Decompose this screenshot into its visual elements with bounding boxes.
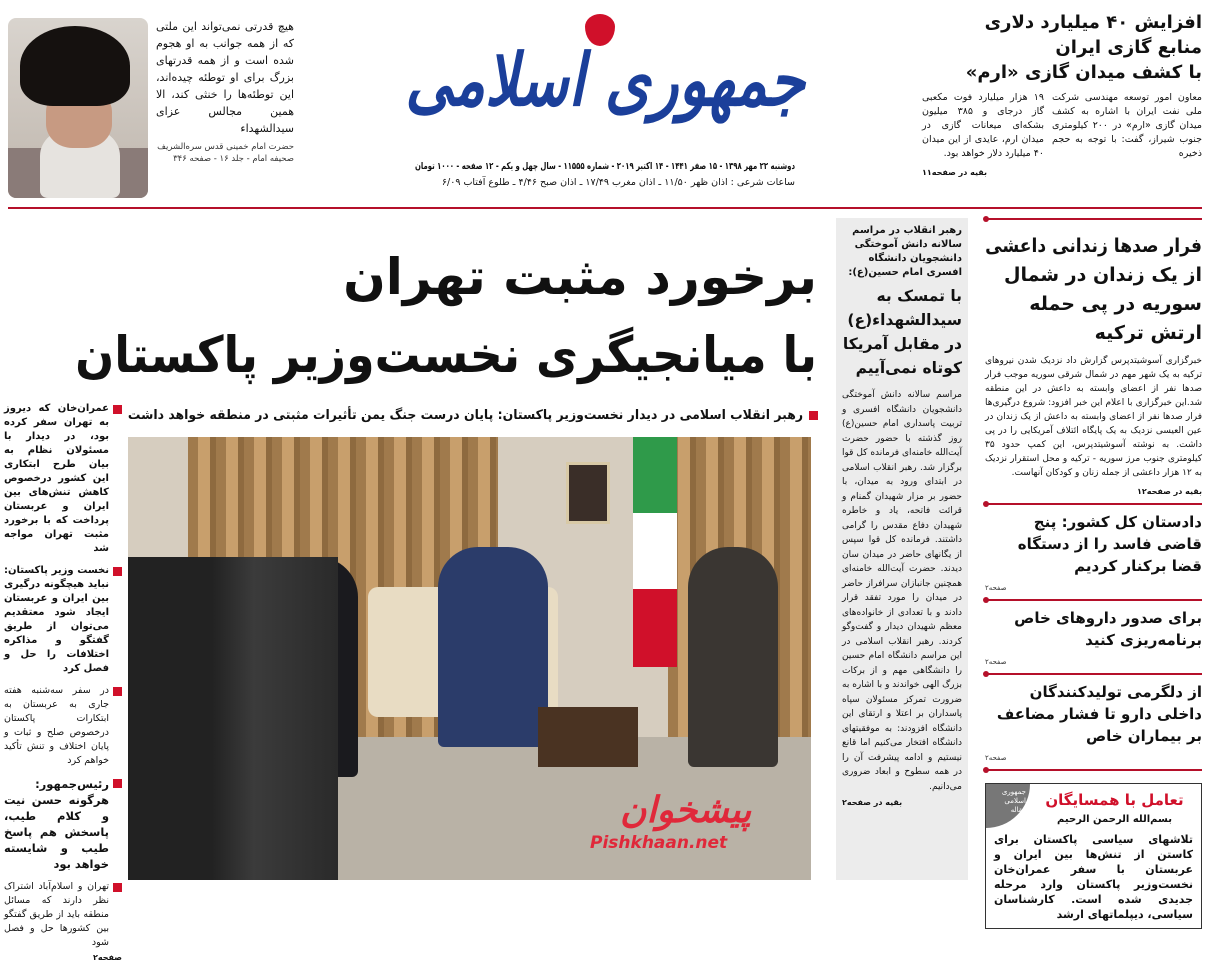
- lead-headline[interactable]: [75, 238, 817, 394]
- khomeini-portrait: [8, 18, 148, 198]
- watermark-en: Pishkhaan.net: [590, 833, 728, 853]
- headline-line: برخورد مثبت تهران: [343, 248, 817, 306]
- left-item: [4, 402, 122, 556]
- right-column: [985, 214, 1202, 929]
- top-story-continued[interactable]: بقیه در صفحه۱۱: [922, 168, 988, 177]
- right-story-body: خبرگزاری آسوشیتدپرس گزارش داد نزدیک شدن نیروهای ترکیه به یک شهر مهم در شمال شرقی سوریه موجب فرار صدها نفر از اعضای وابسته به داعش در این منطقه شد.این خبرگزاری با اعلام این خبر افزود: شروع درگیری‌ها فرار صدها نفر از اعضای وابسته به داعش از یک زندان در عین العیسی نزدیک به یک پایگاه ائتلاف آمریکایی را در پی داشت. به نوشته آسوشیتدپرس، این کمپ حدود ۳۵ کیلومتری جنوب مرز سوریه - ترکیه و محل استقرار نزدیک به ۱۲ هزار داعشی از جمله زنان و کودکان آنهاست.: [985, 356, 1202, 478]
- brief-headline[interactable]: دادستان کل کشور: پنج قاضی فاسد را از دستگاه قضا برکنار کردیم: [1017, 513, 1202, 575]
- prayer-times: ساعات شرعی : اذان ظهر ۱۱/۵۰ ـ اذان مغرب ۱۷/۴۹ ـ اذان صبح ۴/۴۶ ـ طلوع آفتاب ۶/۰۹: [441, 177, 795, 188]
- right-story-continued[interactable]: بقیه در صفحه۱۲: [1136, 487, 1202, 496]
- quote-source-name: حضرت امام خمینی قدس سره‌الشریف: [157, 142, 294, 152]
- bullet-icon: [113, 567, 122, 576]
- bullet-icon: [113, 687, 122, 696]
- top-story-col2: ۱۹ هزار میلیارد فوت مکعبی گاز درجای و ۳۸۵ میلیون بشکه‌ای میعانات گازی در میدان ارم، عایدی از این میدان ۴۰ میلیارد دلار خواهد بود.: [922, 92, 1044, 159]
- editorial-badge: جمهوری اسلامی مقاله: [986, 784, 1030, 828]
- middle-story-kicker: رهبر انقلاب در مراسم سالانه دانش آموختگی دانشجویان دانشگاه افسری امام حسین(ع):: [848, 225, 962, 278]
- date-box: [415, 160, 795, 189]
- dateline: دوشنبه ۲۲ مهر ۱۳۹۸ - ۱۵ صفر ۱۴۴۱ - ۱۴ اکتبر ۲۰۱۹ - شماره ۱۱۵۵۵ - سال چهل و یکم - ۱۲ صفحه - ۱۰۰۰ تومان: [415, 161, 795, 172]
- middle-story-headline[interactable]: با تمسک به سیدالشهداء(ع) در مقابل آمریکا کوتاه نمی‌آییم: [842, 287, 962, 377]
- quote-source-ref: صحیفه امام - جلد ۱۶ - صفحه ۳۴۶: [173, 154, 294, 164]
- left-item: [4, 776, 122, 872]
- top-story-col1: معاون امور توسعه مهندسی شرکت ملی نفت ایران با اشاره به کشف میدان گازی «ارم» در ۲۰۰ کیلومتری جنوب شیراز، گفت: با توجه به حجم ذخیره: [1052, 92, 1202, 159]
- brief-headline[interactable]: برای صدور داروهای خاص برنامه‌ریزی کنید: [1014, 609, 1202, 649]
- brief-page[interactable]: صفحه۲: [985, 754, 1007, 762]
- top-story: [922, 10, 1202, 178]
- watermark-fa: پیشخوان: [620, 790, 752, 831]
- top-story-headline[interactable]: [922, 10, 1202, 85]
- brief-headline[interactable]: از دلگرمی تولیدکنندگان داخلی دارو تا فشار مضاعف بر بیماران خاص: [996, 683, 1202, 745]
- headline-line: افزایش ۴۰ میلیارد دلاری: [984, 12, 1202, 33]
- headline-line: منابع گازی ایران: [1055, 37, 1202, 58]
- headline-line: فرار صدها زندانی داعشی: [985, 235, 1202, 257]
- section-rule: [985, 599, 1202, 601]
- left-continued[interactable]: صفحه۲: [93, 953, 122, 962]
- left-item-text: نخست وزیر پاکستان: نباید هیچگونه درگیری بین ایران و عربستان ایجاد شود معتقدیم می‌توان از طریق گفتگو و مذاکره اختلافات را حل و فصل کرد: [4, 565, 109, 674]
- quote-box: [156, 18, 294, 165]
- bullet-icon: [809, 411, 818, 420]
- headline-line: از یک زندان در شمال: [1003, 264, 1202, 286]
- headline-line: با کشف میدان گازی «ارم»: [965, 62, 1202, 83]
- left-item-text: عمران‌خان که دیروز به تهران سفر کرده بود، در دیدار با مسئولان نظام به بیان طرح ابتکاری این کشور درخصوص کاهش تنش‌های بین ایران و عربستان پرداخت که با برخورد مثبت تهران مواجه شد: [4, 403, 109, 554]
- section-rule: [985, 503, 1202, 505]
- section-rule: [985, 769, 1202, 771]
- left-item: [4, 684, 122, 768]
- left-item-text: رئیس‌جمهور: هرگونه حسن نیت و کلام طیب، پاسخش هم پاسخ طیب و شایسته خواهد بود: [4, 777, 109, 871]
- headline-line: سوریه در پی حمله: [1029, 293, 1202, 315]
- newspaper-logo: جمهوری اسلامی: [405, 38, 805, 122]
- headline-line: ارتش ترکیه: [1094, 322, 1202, 344]
- brief-page[interactable]: صفحه۲: [985, 658, 1007, 666]
- quote-text: هیچ قدرتی نمی‌تواند این ملتی که از همه جوانب به او هجوم شده است و از همه قدرتهای بزرگ برای او توطئه چیده‌اند، این توطئه‌ها را خنثی کند، الا همین مجالس عزای سیدالشهداء: [156, 20, 294, 135]
- brief-page[interactable]: صفحه۲: [985, 584, 1007, 592]
- right-story-headline[interactable]: [985, 232, 1202, 348]
- lead-photo: [128, 437, 811, 880]
- quote-source: [156, 141, 294, 165]
- section-rule: [985, 673, 1202, 675]
- left-item-text: در سفر سه‌شنبه هفته جاری به عربستان به ابتکارات پاکستان درخصوص صلح و ثبات و پایان اختلاف و تنش تأکید خواهم کرد: [4, 685, 109, 766]
- middle-story-continued[interactable]: بقیه در صفحه۲: [842, 798, 903, 807]
- bullet-icon: [113, 405, 122, 414]
- left-item: [4, 564, 122, 676]
- top-story-columns: [922, 91, 1202, 161]
- masthead-divider: [8, 207, 1202, 209]
- masthead-logo-area: [405, 10, 805, 150]
- editorial-basmala: بسم‌الله الرحمن الرحیم: [1057, 814, 1172, 825]
- lead-subheadline: [128, 404, 818, 426]
- subhead-text: رهبر انقلاب اسلامی در دیدار نخست‌وزیر پاکستان: پایان درست جنگ یمن تأثیرات مثبتی در منطقه خواهد داشت: [127, 407, 804, 423]
- middle-story-body: مراسم سالانه دانش آموختگی دانشجویان دانشگاه افسری و تربیت پاسداری امام حسین(ع) روز گذشته با حضور حضرت آیت‌الله خامنه‌ای فرمانده کل قوا برگزار شد. رهبر انقلاب اسلامی در ابتدای ورود به میدان، با حضور بر مزار شهیدان گمنام و قرائت فاتحه، یاد و خاطره شهیدان دفاع مقدس را گرامی داشتند. فرمانده کل قوا سپس از یگانهای حاضر در میدان سان دیدند. حضرت آیت‌الله خامنه‌ای همچنین جانبازان سرافراز حاضر در میدان را مورد تفقد قرار دادند و با تعدادی از خانواده‌های معظم شهیدان دیدار و گفت‌وگو کردند. رهبر انقلاب اسلامی در این مراسم دانشگاه امام حسین را دانشگاهی مهم و از برکات بزرگ الهی خواندند و با اشاره به ضرورت تمرکز مسئولان سپاه پاسداران بر اعتلا و ارتقای این دانشگاه افزودند: به موفقیتهای دانشگاه افتخار می‌کنیم اما قانع نیستیم و ادامه پیشرفت آن را در همه سطوح و ابعاد ضروری می‌دانیم.: [842, 390, 962, 792]
- editorial-title[interactable]: تعامل با همسایگان: [1045, 791, 1184, 809]
- editorial-body: تلاشهای سیاسی پاکستان برای کاستن از تنش‌ها بین ایران و عربستان با سفر عمران‌خان نخست‌وزیر پاکستان وارد مرحله جدیدی شده است. کارشناسان سیاسی، دیپلماتهای ارشد: [994, 833, 1193, 921]
- left-item-text: تهران و اسلام‌آباد اشتراک نظر دارند که مسائل منطقه باید از طریق گفتگو بین کشورها حل و فصل شود: [4, 881, 109, 948]
- bullet-icon: [113, 779, 122, 788]
- section-rule: [985, 218, 1202, 220]
- middle-story: [836, 218, 968, 880]
- left-item: [4, 880, 122, 950]
- headline-line: با میانجیگری نخست‌وزیر پاکستان: [75, 326, 818, 384]
- editorial-box: [985, 783, 1202, 929]
- left-column: [4, 402, 122, 963]
